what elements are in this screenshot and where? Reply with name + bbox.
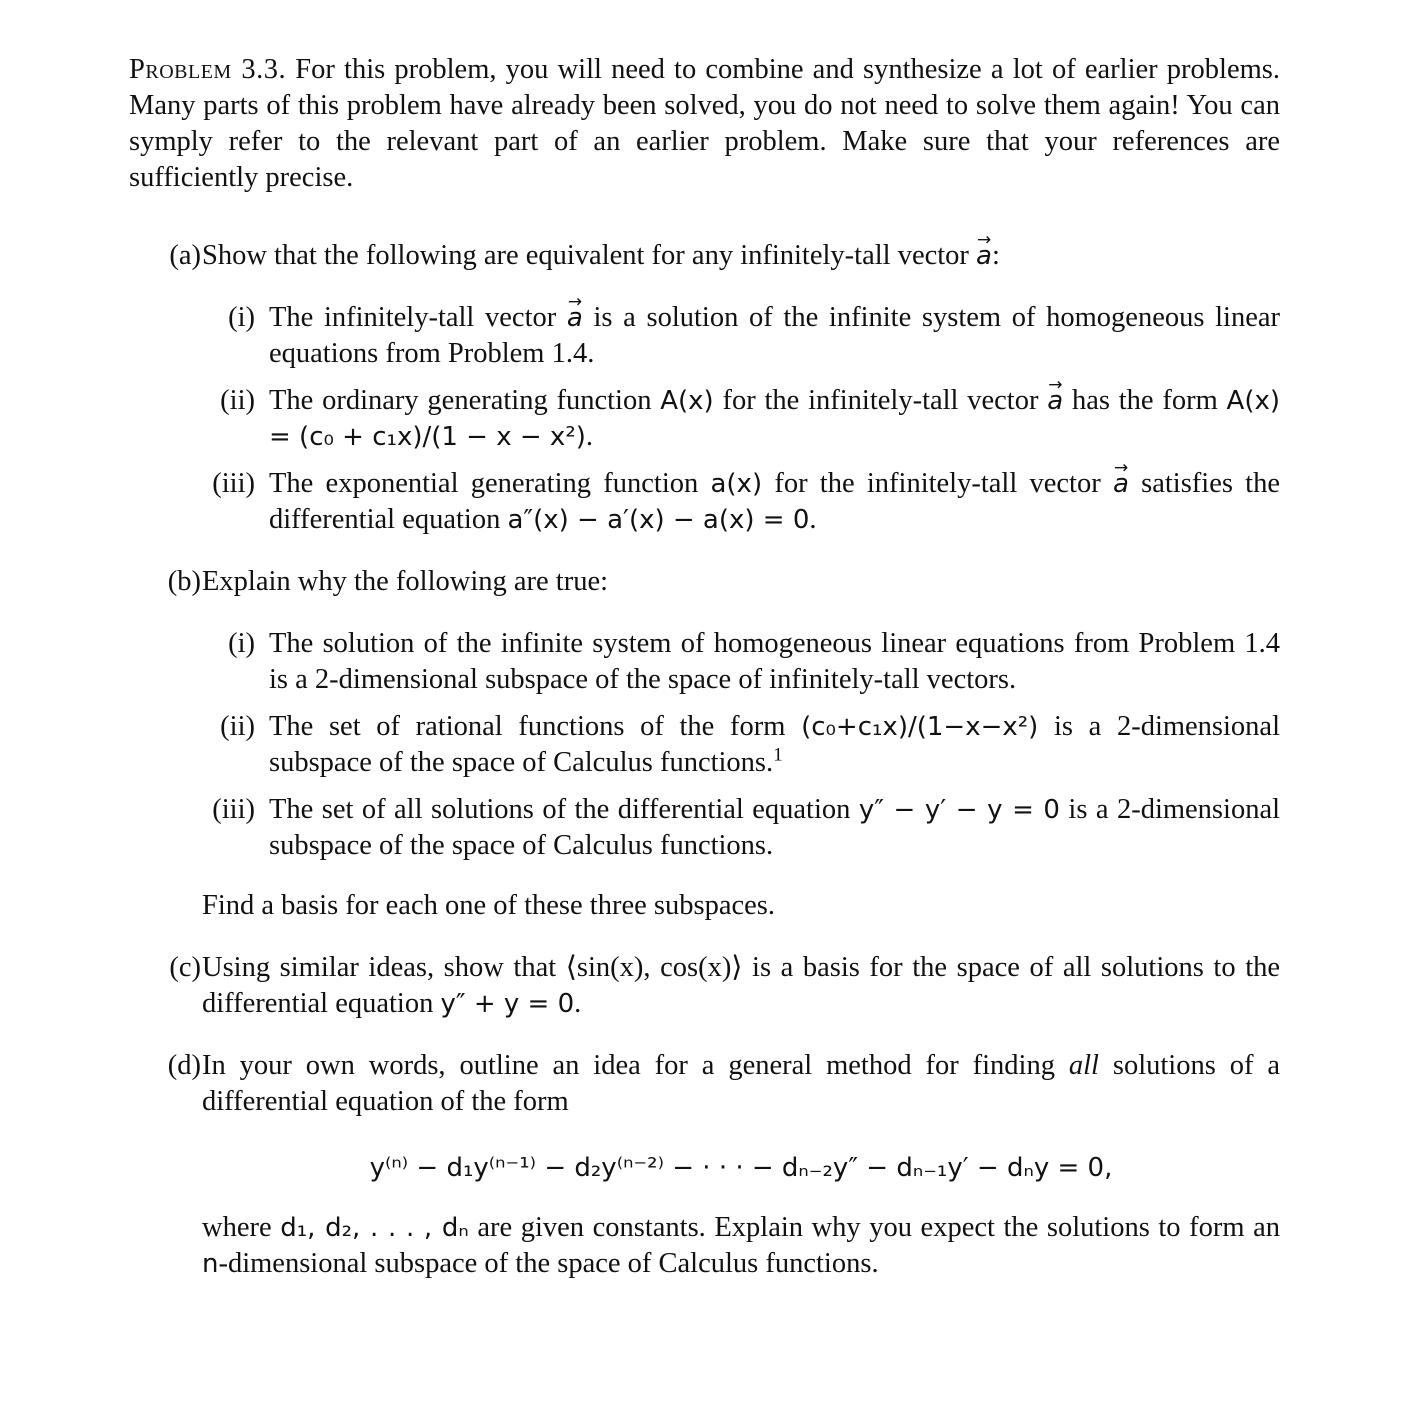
constants-list: d₁, d₂, . . . , dₙ	[280, 1213, 469, 1243]
part-a-label: (a)	[169, 240, 201, 271]
part-b-text: Explain why the following are true:	[202, 566, 609, 597]
part-d-text-part: In your own words, outline an idea for a general method for finding	[202, 1050, 1069, 1081]
part-d-closing	[202, 1210, 1280, 1282]
problem-parts	[129, 238, 1280, 1282]
item-text-part: The infinitely-tall vector	[269, 302, 567, 333]
egf-symbol: a(x)	[710, 469, 763, 499]
item-text-part: for the infinitely-tall vector	[713, 385, 1048, 416]
vector-a-symbol: a →	[1047, 383, 1063, 419]
part-d-text-part: where	[202, 1212, 281, 1243]
item-text-part: The ordinary generating function	[269, 385, 661, 416]
part-c-label: (c)	[169, 952, 201, 983]
part-a-text	[202, 238, 1280, 274]
part-a-text-post: :	[991, 240, 1000, 271]
part-b-item-ii	[202, 709, 1280, 781]
part-c-text-part: .	[574, 988, 582, 1019]
item-text-part: satisfies the differential equation	[269, 468, 1280, 535]
item-label: (i)	[228, 302, 255, 333]
item-label: (iii)	[212, 468, 255, 499]
problem-heading: Problem 3.3.	[129, 54, 287, 85]
item-label: (iii)	[212, 794, 255, 825]
part-a-item-ii	[202, 383, 1280, 455]
ogf-formula: A(x) = (c₀ + c₁x)/(1 − x − x²)	[269, 386, 1280, 452]
part-d-text	[202, 1048, 1280, 1120]
item-text-part: .	[585, 421, 594, 452]
part-a-item-i	[202, 300, 1280, 372]
item-text-part: is a 2-dimensional subspace of the space of Calculus functions.	[269, 794, 1281, 861]
part-a-item-iii	[202, 466, 1280, 538]
item-text	[269, 383, 1280, 455]
basis-formula: ⟨sin(x), cos(x)⟩	[565, 952, 743, 983]
part-b-item-i	[202, 626, 1280, 698]
vector-a-symbol: a →	[1113, 466, 1129, 502]
part-a-items	[202, 300, 1280, 538]
item-text-part: .	[809, 504, 817, 535]
part-d-text-part: are given constants. Explain why you expect the solutions to form an	[468, 1212, 1280, 1243]
part-b-items	[202, 626, 1280, 864]
problem-intro	[129, 52, 1280, 196]
item-label: (ii)	[220, 711, 255, 742]
part-c-text	[202, 950, 1280, 1022]
problem-page	[129, 52, 1280, 1308]
differential-equation: y″ + y = 0	[440, 989, 575, 1019]
ogf-symbol: A(x)	[660, 386, 714, 416]
item-text	[269, 709, 1280, 781]
part-b-label: (b)	[167, 566, 201, 597]
item-text-part: is a solution of the infinite system of homogeneous linear equations from Problem 1.4.	[269, 302, 1280, 369]
part-d-label: (d)	[167, 1050, 201, 1081]
vector-a-symbol: a →	[567, 300, 583, 336]
item-text-part: for the infinitely-tall vector	[762, 468, 1113, 499]
rational-function-formula: (c₀+c₁x)/(1−x−x²)	[801, 712, 1039, 742]
egf-differential-equation: a″(x) − a′(x) − a(x) = 0	[507, 505, 810, 535]
item-label: (i)	[228, 628, 255, 659]
item-text	[269, 466, 1280, 538]
item-text	[269, 300, 1280, 372]
part-b-closing: Find a basis for each one of these three subspaces.	[202, 890, 775, 921]
emphasis-all: all	[1068, 1050, 1099, 1081]
item-label: (ii)	[220, 385, 255, 416]
item-text-part: The set of rational functions of the form	[269, 711, 802, 742]
item-text: The solution of the infinite system of homogeneous linear equations from Problem 1.4 is a 2-dimensional subspace of the space of infinitely-tall vectors.	[269, 628, 1280, 695]
item-text-part: The set of all solutions of the differential equation	[269, 794, 859, 825]
part-b-item-iii	[202, 792, 1280, 864]
part-c	[129, 950, 1280, 1022]
part-d-text-part: solutions of a differential equation of the form	[202, 1050, 1280, 1117]
footnote-marker: 1	[773, 744, 783, 766]
part-d-text-part: -dimensional subspace of the space of Calculus functions.	[218, 1248, 879, 1279]
part-b	[129, 564, 1280, 924]
vector-a-symbol: a →	[976, 238, 992, 274]
problem-intro-text: For this problem, you will need to combine and synthesize a lot of earlier problems. Many parts of this problem have already been solved, you do not need to solve them again! You can symply refer to the relevant part of an earlier problem. Make sure that your references are sufficiently precise.	[129, 54, 1280, 193]
part-c-text-part: Using similar ideas, show that	[202, 952, 566, 983]
differential-equation: y″ − y′ − y = 0	[858, 795, 1060, 825]
part-d	[129, 1048, 1280, 1282]
item-text-part: has the form	[1063, 385, 1227, 416]
part-a-text-pre: Show that the following are equivalent for any infinitely-tall vector	[202, 240, 977, 271]
item-text-part: is a 2-dimensional subspace of the space of Calculus functions.	[269, 711, 1281, 778]
item-text	[269, 792, 1280, 864]
part-c-text-part: is a basis for the space of all solutions to the differential equation	[202, 952, 1281, 1019]
part-a	[129, 238, 1280, 538]
n-symbol: n	[202, 1249, 219, 1279]
item-text-part: The exponential generating function	[269, 468, 711, 499]
display-equation: y⁽ⁿ⁾ − d₁y⁽ⁿ⁻¹⁾ − d₂y⁽ⁿ⁻²⁾ − · · · − dₙ₋₂y″ − dₙ₋₁y′ − dₙy = 0,	[369, 1153, 1113, 1183]
